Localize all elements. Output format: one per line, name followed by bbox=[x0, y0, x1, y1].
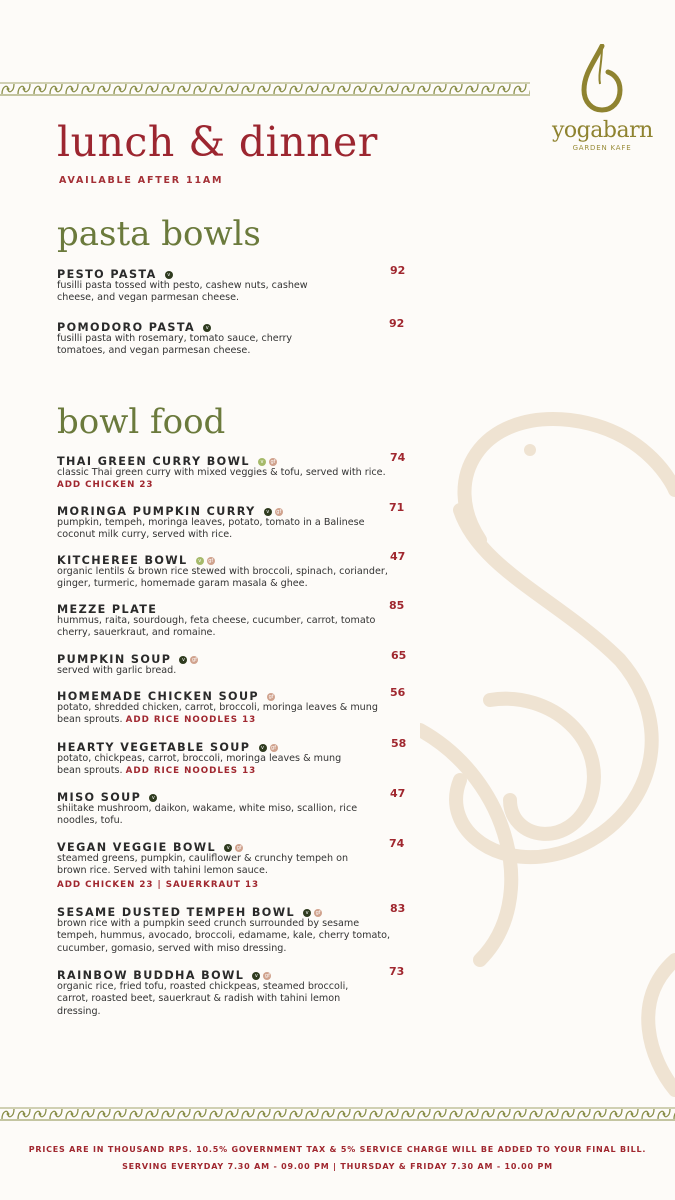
item-price: 58 bbox=[391, 737, 407, 750]
gluten-free-icon: gf bbox=[271, 744, 276, 751]
menu-item bbox=[57, 451, 406, 492]
gluten-free-icon: gf bbox=[270, 458, 276, 465]
item-price: 92 bbox=[389, 317, 405, 330]
vegan-icon: v bbox=[303, 909, 311, 917]
menu-item bbox=[57, 686, 406, 727]
serving-hours: SERVING EVERYDAY 7.30 AM - 09.00 PM | THURSDAY & FRIDAY 7.30 AM - 10.00 PM bbox=[122, 1162, 553, 1171]
item-price: 74 bbox=[390, 451, 406, 464]
menu-item bbox=[57, 649, 407, 677]
vegan-icon: v bbox=[179, 656, 187, 664]
item-description: hummus, raita, sourdough, feta cheese, cucumber, carrot, tomato cherry, sauerkraut, and romaine. bbox=[57, 615, 376, 639]
item-name: MISO SOUP bbox=[57, 791, 142, 804]
item-name: KITCHEREE BOWL bbox=[57, 554, 188, 567]
item-price: 92 bbox=[390, 264, 406, 277]
item-price: 85 bbox=[389, 599, 405, 612]
item-description: fusilli pasta tossed with pesto, cashew nuts, cashew cheese, and vegan parmesan cheese. bbox=[57, 280, 308, 304]
item-price: 65 bbox=[391, 649, 407, 662]
gluten-free-icon: gf bbox=[268, 693, 274, 700]
item-description: fusilli pasta with rosemary, tomato sauce, cherry tomatoes, and vegan parmesan cheese. bbox=[57, 333, 293, 357]
brand-name: yogabarn bbox=[552, 118, 653, 143]
page-title: lunch & dinner bbox=[57, 118, 378, 166]
gluten-free-icon: gf bbox=[236, 844, 242, 851]
item-description: steamed greens, pumpkin, cauliflower & crunchy tempeh on brown rice. Served with tahini lemon sauce. bbox=[57, 853, 349, 877]
item-name: VEGAN VEGGIE BOWL bbox=[57, 841, 217, 854]
section-title-bowl: bowl food bbox=[57, 402, 226, 442]
vegan-icon: v bbox=[149, 794, 157, 802]
item-description: potato, shredded chicken, carrot, broccoli, moringa leaves & mung bean sprouts. bbox=[57, 702, 378, 726]
section-title-pasta: pasta bowls bbox=[57, 214, 261, 254]
item-description: shiitake mushroom, daikon, wakame, white miso, scallion, rice noodles, tofu. bbox=[57, 803, 358, 827]
item-name: MORINGA PUMPKIN CURRY bbox=[57, 505, 256, 518]
menu-item bbox=[57, 264, 406, 305]
vegan-icon: v bbox=[259, 744, 267, 752]
item-price: 74 bbox=[389, 837, 405, 850]
item-description: served with garlic bread. bbox=[57, 665, 177, 676]
item-description: brown rice with a pumpkin seed crunch surrounded by sesame tempeh, hummus, avocado, broccoli, edamame, kale, cherry tomato, cucumber, gomasio, served with miso dressing. bbox=[57, 918, 391, 954]
item-name: HEARTY VEGETABLE SOUP bbox=[57, 741, 251, 754]
vegan-icon: v bbox=[264, 508, 272, 516]
item-name: THAI GREEN CURRY BOWL bbox=[57, 455, 250, 468]
item-price: 83 bbox=[390, 902, 406, 915]
item-name: PESTO PASTA bbox=[57, 268, 157, 281]
drop-logo-icon bbox=[580, 44, 624, 114]
item-description: potato, chickpeas, carrot, broccoli, moringa leaves & mung bean sprouts. bbox=[57, 753, 342, 777]
menu-item bbox=[57, 787, 406, 828]
decorative-swirl-icon bbox=[420, 400, 675, 1100]
item-description: pumpkin, tempeh, moringa leaves, potato, tomato in a Balinese coconut milk curry, served with rice. bbox=[57, 517, 365, 541]
item-name: RAINBOW BUDDHA BOWL bbox=[57, 969, 245, 982]
gluten-free-icon: gf bbox=[264, 972, 270, 979]
item-addon: ADD CHICKEN 23 | SAUERKRAUT 13 bbox=[57, 879, 260, 890]
gluten-free-icon: gf bbox=[208, 557, 214, 564]
gluten-free-icon: gf bbox=[191, 656, 197, 663]
decorative-border-bottom bbox=[0, 1107, 675, 1121]
vegan-icon: v bbox=[224, 844, 232, 852]
item-price: 71 bbox=[389, 501, 405, 514]
item-addon: ADD RICE NOODLES 13 bbox=[125, 766, 257, 777]
gluten-free-icon: gf bbox=[276, 508, 282, 515]
item-addon: ADD RICE NOODLES 13 bbox=[125, 715, 257, 726]
brand-logo bbox=[552, 44, 652, 152]
item-name: MEZZE PLATE bbox=[57, 603, 158, 616]
item-description: organic lentils & brown rice stewed with broccoli, spinach, coriander, ginger, turmeric, homemade garam masala & ghee. bbox=[57, 566, 388, 590]
item-price: 47 bbox=[390, 550, 406, 563]
menu-item bbox=[57, 737, 407, 778]
item-addon: ADD CHICKEN 23 bbox=[57, 480, 154, 491]
item-name: HOMEMADE CHICKEN SOUP bbox=[57, 690, 260, 703]
item-name: POMODORO PASTA bbox=[57, 321, 196, 334]
vegan-icon: v bbox=[203, 324, 211, 332]
menu-item bbox=[57, 501, 405, 542]
item-name: SESAME DUSTED TEMPEH BOWL bbox=[57, 906, 295, 919]
item-description: classic Thai green curry with mixed veggies & tofu, served with rice. bbox=[57, 467, 386, 478]
vegetarian-icon: v bbox=[196, 557, 204, 565]
item-name: PUMPKIN SOUP bbox=[57, 653, 172, 666]
decorative-border-top bbox=[0, 82, 530, 96]
item-description: organic rice, fried tofu, roasted chickpeas, steamed broccoli, carrot, roasted beet, sauerkraut & radish with tahini lemon dressing. bbox=[57, 981, 349, 1017]
gluten-free-icon: gf bbox=[315, 909, 321, 916]
vegetarian-icon: v bbox=[258, 458, 266, 466]
menu-item bbox=[57, 599, 405, 640]
menu-item bbox=[57, 550, 406, 591]
menu-item bbox=[57, 902, 406, 955]
vegan-icon: v bbox=[252, 972, 260, 980]
brand-subtitle: GARDEN KAFE bbox=[572, 144, 632, 152]
vegan-icon: v bbox=[165, 271, 173, 279]
item-price: 56 bbox=[390, 686, 406, 699]
menu-item bbox=[57, 317, 405, 358]
item-price: 73 bbox=[389, 965, 405, 978]
availability-note: AVAILABLE AFTER 11AM bbox=[59, 175, 224, 186]
menu-item bbox=[57, 837, 405, 890]
prices-note: PRICES ARE IN THOUSAND RPS. 10.5% GOVERNMENT TAX & 5% SERVICE CHARGE WILL BE ADDED TO YOUR FINAL BILL. bbox=[28, 1145, 647, 1154]
menu-item bbox=[57, 965, 405, 1018]
item-price: 47 bbox=[390, 787, 406, 800]
